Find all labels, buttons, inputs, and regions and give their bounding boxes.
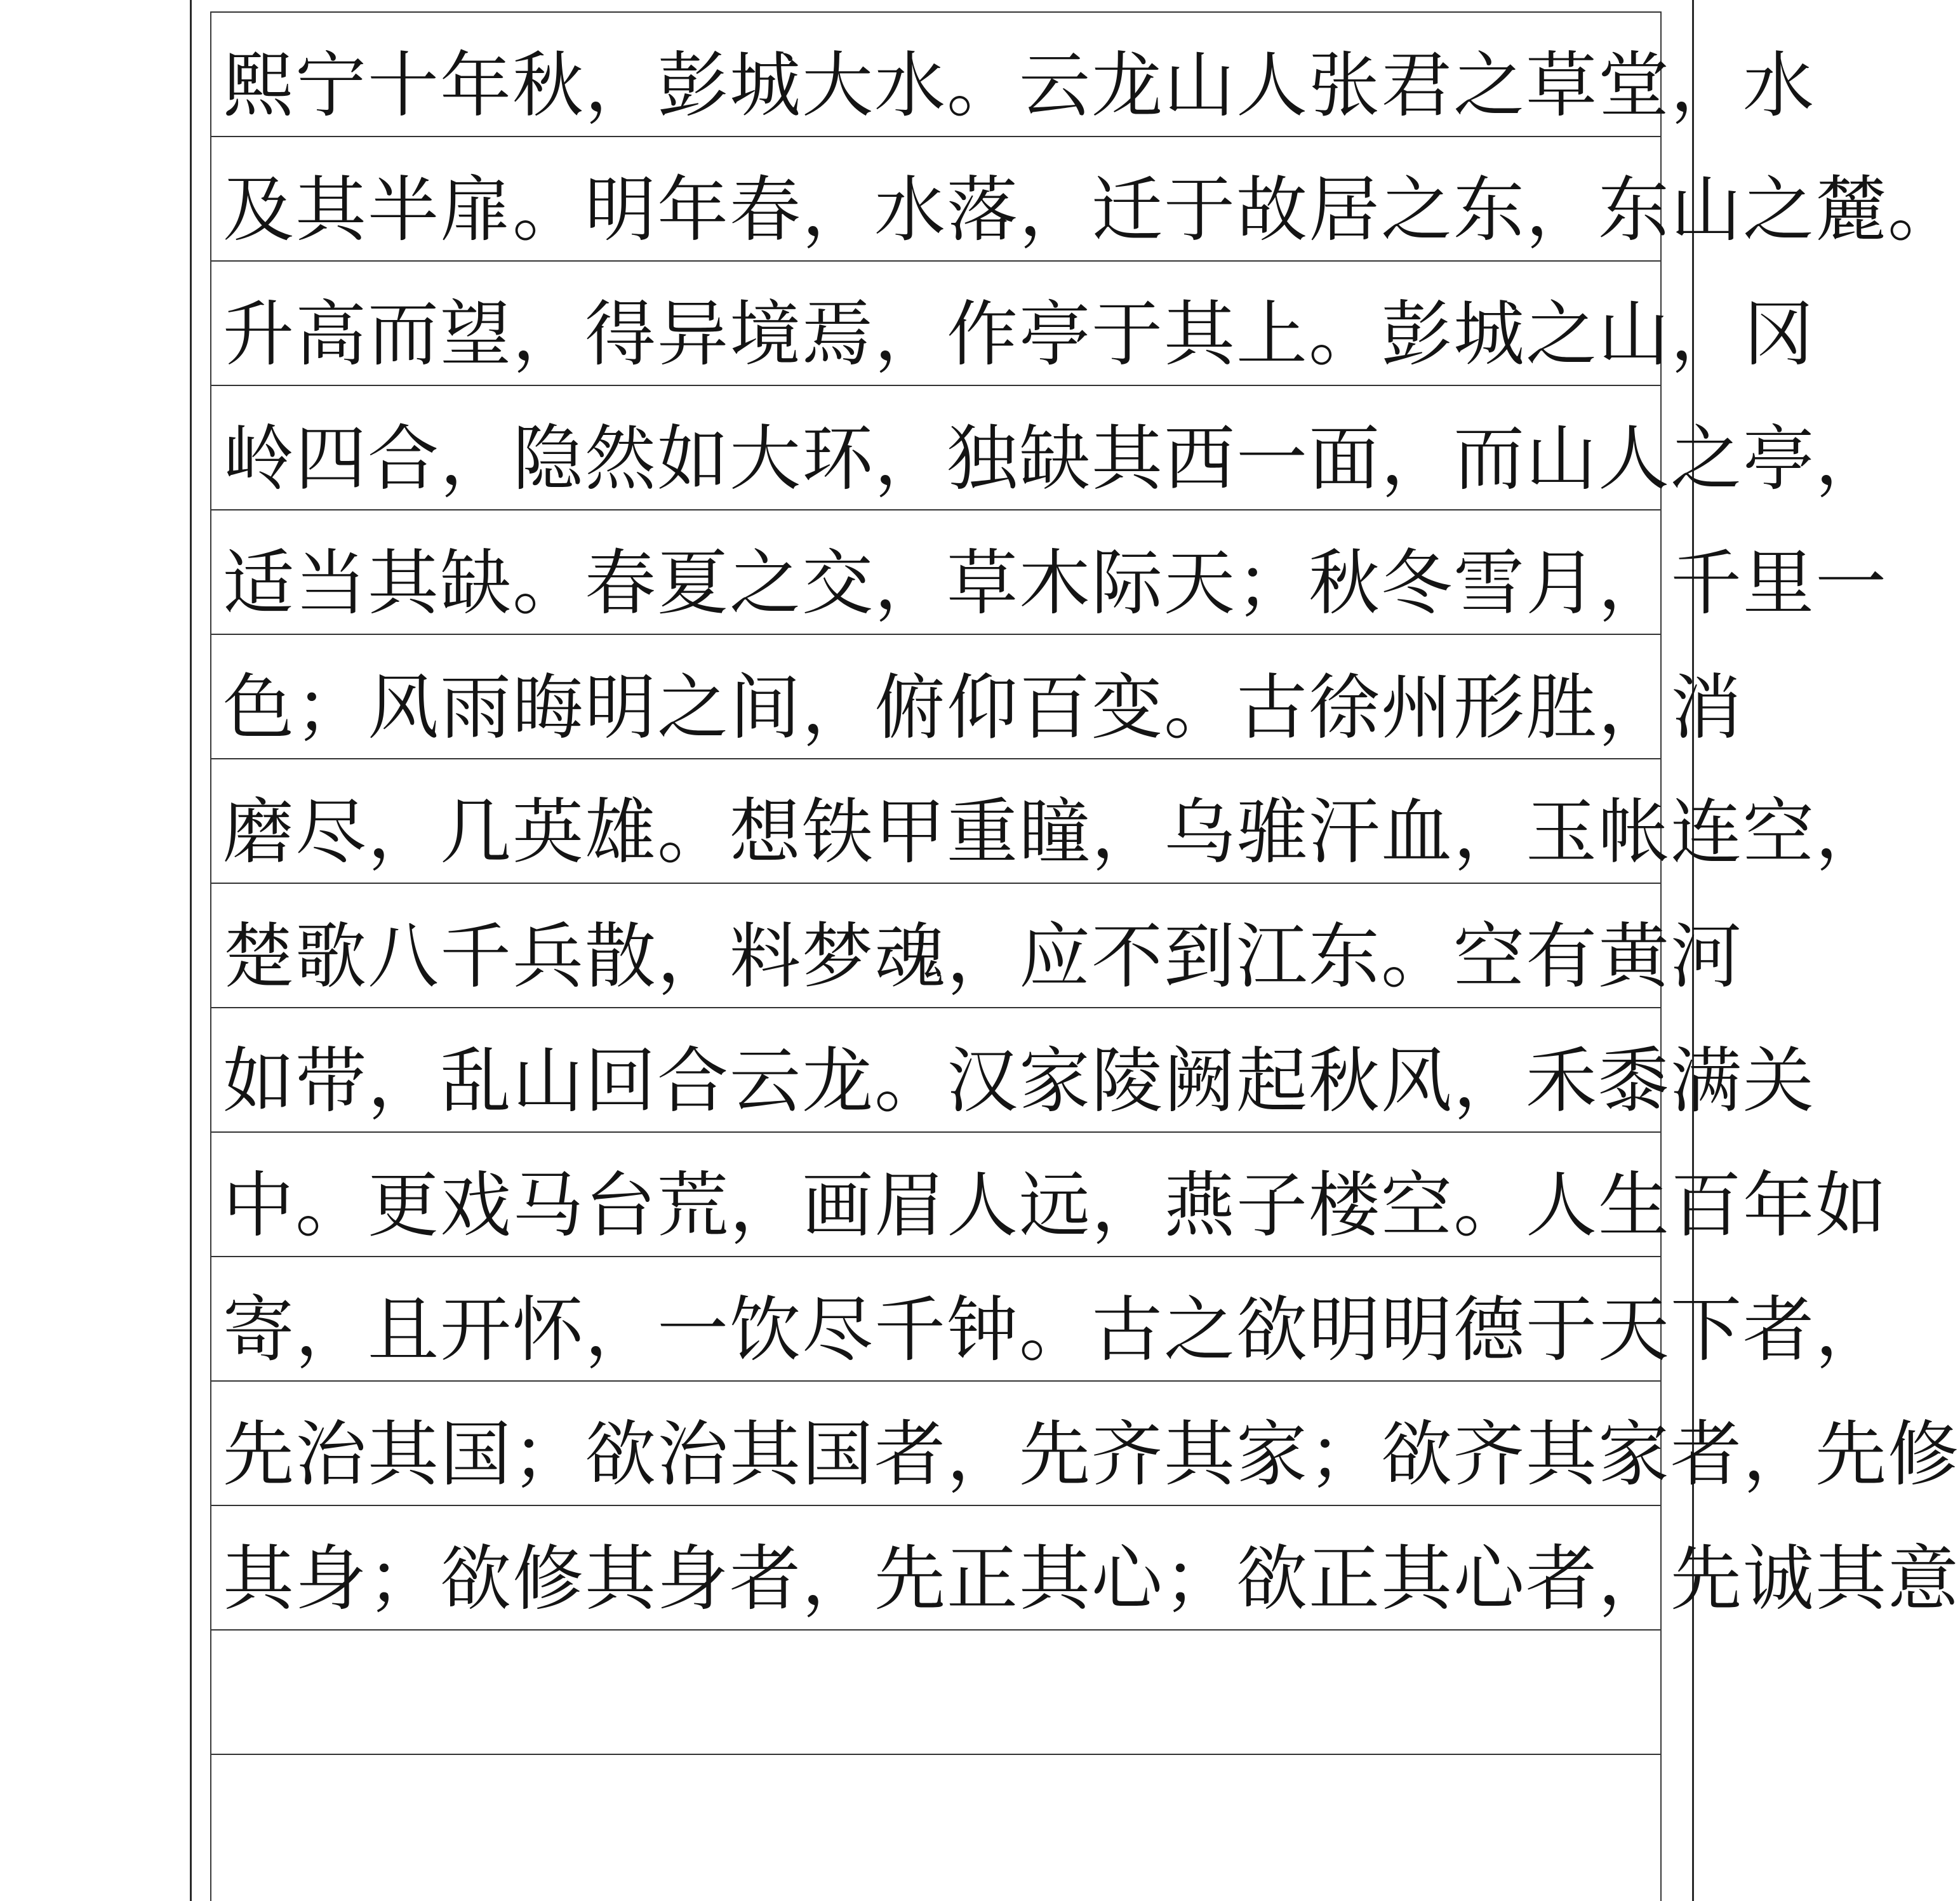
handwritten-line: 寄，且开怀，一饮尽千钟。古之欲明明德于天下者， (223, 1289, 1888, 1371)
handwritten-line: 熙宁十年秋，彭城大水。云龙山人张君之草堂，水 (223, 44, 1815, 127)
handwritten-line: 色；风雨晦明之间，俯仰百变。古徐州形胜，消 (223, 667, 1743, 749)
ruled-line-blank (211, 1629, 1660, 1754)
ruled-line (211, 11, 1815, 136)
handwritten-line: 升高而望，得异境焉，作亭于其上。彭城之山，冈 (223, 293, 1815, 376)
ruled-line (211, 509, 1888, 634)
ruled-line (211, 634, 1743, 758)
handwritten-line: 楚歌八千兵散，料梦魂，应不到江东。空有黄河 (223, 916, 1743, 998)
handwritten-line: 及其半扉。明年春，水落，迁于故居之东，东山之麓。 (223, 169, 1960, 251)
handwritten-line: 岭四合，隐然如大环，独缺其西一面，而山人之亭， (223, 418, 1888, 500)
ruled-line (211, 1131, 1888, 1256)
ruled-line (211, 1256, 1888, 1380)
ruled-line (211, 385, 1888, 509)
ruled-writing-area (210, 11, 1960, 1901)
ruled-line (211, 136, 1960, 260)
ruled-line (211, 260, 1815, 385)
ruled-line (211, 883, 1743, 1007)
handwritten-line: 磨尽，几英雄。想铁甲重瞳，乌骓汗血，玉帐连空， (223, 791, 1888, 874)
ruled-line (211, 1380, 1960, 1505)
handwritten-line: 其身；欲修其身者，先正其心；欲正其心者，先诚其意 (223, 1538, 1960, 1620)
ruled-line (211, 1007, 1815, 1131)
handwritten-line: 如带，乱山回合云龙。汉家陵阙起秋风，禾黍满关 (223, 1040, 1815, 1123)
ruled-line (211, 1505, 1960, 1629)
handwritten-line: 先治其国；欲治其国者，先齐其家；欲齐其家者，先修 (223, 1413, 1960, 1496)
handwritten-line: 中。更戏马台荒，画眉人远，燕子楼空。人生百年如 (223, 1164, 1888, 1247)
ruled-line (211, 758, 1888, 883)
handwritten-line: 适当其缺。春夏之交，草木际天；秋冬雪月，千里一 (223, 542, 1888, 625)
ruled-line-blank (211, 1754, 1660, 1878)
